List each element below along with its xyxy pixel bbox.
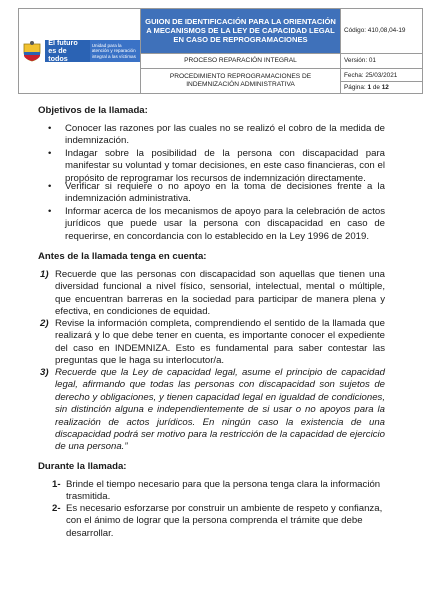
list-item (48, 148, 385, 185)
document-date: Fecha: 25/03/2021 (341, 72, 422, 82)
item-number: 1- (52, 479, 61, 490)
section-title-objetivos: Objetivos de la llamada: (38, 105, 148, 116)
bullet-icon: • (48, 148, 52, 159)
list-item (40, 318, 385, 368)
procedure-name: PROCEDIMIENTO REPROGRAMACIONES DE INDEMNIZACIÓN ADMINISTRATIVA (141, 69, 341, 94)
page-prefix: Página: (344, 83, 366, 91)
list-item (48, 123, 385, 148)
coat-of-arms-icon (21, 40, 42, 62)
logo (19, 12, 140, 90)
bullet-icon: • (48, 181, 52, 192)
bullet-icon: • (48, 123, 52, 134)
list-item (48, 181, 385, 206)
page-indicator (344, 82, 419, 91)
document-code: Código: 410,08,04-19 (341, 9, 423, 54)
item-number: 1) (40, 269, 49, 280)
page-of: de (372, 83, 380, 91)
section-title-durante: Durante la llamada: (38, 461, 127, 472)
list-item (40, 367, 385, 454)
brand-line-1: El futuro (48, 38, 78, 47)
document-header (18, 8, 423, 94)
list-item (52, 503, 387, 540)
list-item-text: Brinde el tiempo necesario para que la persona tenga clara la información trasmitida. (66, 479, 381, 503)
list-item (40, 269, 385, 319)
section-title-antes: Antes de la llamada tenga en cuenta: (38, 251, 207, 262)
list-item (52, 479, 387, 504)
document-version: Versión: 01 (341, 53, 423, 69)
item-number: 3) (40, 367, 49, 378)
list-item-text: Informar acerca de los mecanismos de apoyo para la celebración de actos jurídicos que puede usar la persona con discapacidad en caso de requerirse, en concordancia con lo establecido en la Ley 1996 de 2019. (65, 206, 385, 242)
page-total: 12 (381, 83, 389, 91)
item-number: 2- (52, 503, 61, 514)
document-title: GUION DE IDENTIFICACIÓN PARA LA ORIENTACIÓN A MECANISMOS DE LA LEY DE CAPACIDAD LEGAL EN CASO DE REPROGRAMACIONES (141, 9, 341, 54)
process-name: PROCESO REPARACIÓN INTEGRAL (141, 53, 341, 69)
list-item-text: Verificar si requiere o no apoyo en la toma de decisiones frente a la indemnización administrativa. (65, 181, 385, 205)
bullet-icon: • (48, 206, 52, 217)
logo-cell (19, 9, 141, 94)
list-item-text: Indagar sobre la posibilidad de la persona con discapacidad para manifestar su voluntad y tomar decisiones, en este caso financieras, con el propósito de reprogramar los recursos de indemnización directamente. (65, 148, 385, 184)
agency-label: Unidad para la atención y reparación integral a las víctimas (90, 40, 140, 62)
item-number: 2) (40, 318, 49, 329)
list-item-text: Recuerde que la Ley de capacidad legal, asume el principio de capacidad legal, afirmando que todas las personas con discapacidad son sujetos de derecho y obligaciones, y tienen capacidad legal en igualdad de condiciones, sin distinción alguna e independientemente de si usar o no apoyos para la realización de actos jurídicos. En ningún caso la existencia de una discapacidad podrá ser motivo para la restricción de la capacidad de ejercicio de una persona.” (55, 367, 385, 453)
date-page-cell (341, 69, 423, 94)
list-item-text: Recuerde que las personas con discapacidad son aquellas que tienen una diversidad funcional a nivel físico, sensorial, intelectual, mental o múltiple, que encuentran barreras en la sociedad para participar de manera plena y efectiva, en condiciones de equidad. (55, 269, 385, 318)
list-item-text: Revise la información completa, comprendiendo el sentido de la llamada que realizará y lo que debe tener en cuenta, es importante conocer el expediente del caso en INDEMNIZA. Esto es fundamental para saber contestar las preguntas que le haga su interlocutor/a. (55, 318, 385, 367)
brand-line-2: es de todos (48, 46, 68, 63)
brand-label (45, 40, 90, 62)
list-item-text: Es necesario esforzarse por construir un ambiente de respeto y confianza, con el ánimo de lograr que la persona comprenda el trámite que debe desarrollar. (66, 503, 383, 539)
list-item (48, 206, 385, 243)
list-item-text: Conocer las razones por las cuales no se realizó el cobro de la medida de indemnización. (65, 123, 385, 147)
page-current: 1 (367, 83, 372, 91)
